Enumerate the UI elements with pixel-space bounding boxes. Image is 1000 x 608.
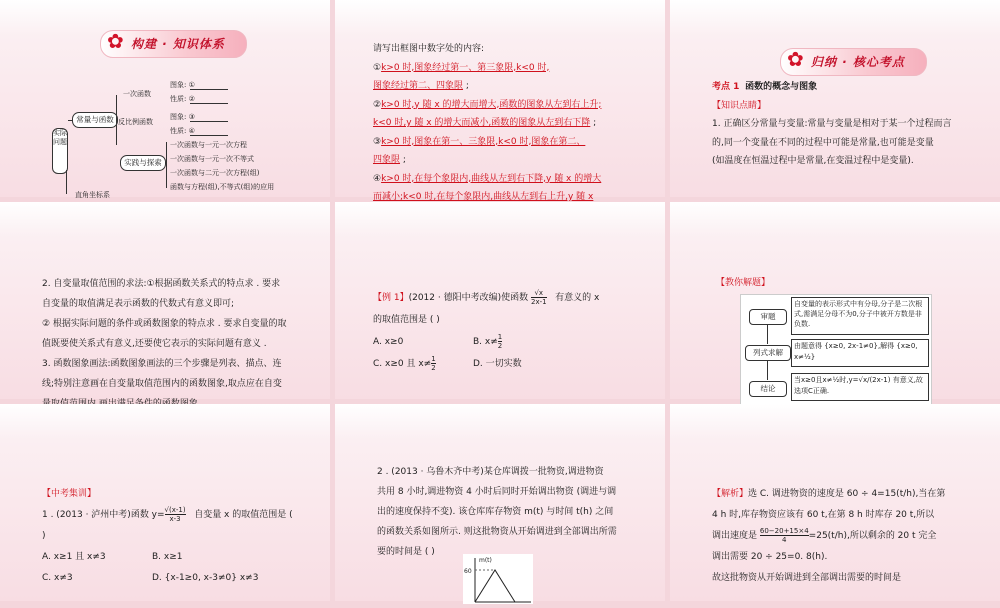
num: ④ <box>373 173 382 184</box>
l5: 要的时间是 ( ) <box>377 547 435 557</box>
root-label: 实际问题 <box>53 129 67 146</box>
underline <box>190 121 228 122</box>
flower-icon: ✿ <box>787 47 804 71</box>
arrow <box>767 360 768 380</box>
branch2-label: 实践与探索 <box>124 158 162 167</box>
option-b[interactable] <box>473 333 503 350</box>
num: ③ <box>373 136 382 147</box>
option-d[interactable]: D. {x-1≥0, x-3≠0} x≠3 <box>152 573 259 583</box>
frac-num: √x <box>531 289 547 298</box>
ex1: 一次函数与一元一次方程 <box>170 141 247 149</box>
l3: ② 根据实际问题的条件或函数图象的特点求 . 要求自变量的取 <box>42 319 287 329</box>
connector <box>66 170 67 194</box>
l1: 选 C. 调进物资的速度是 60 ÷ 4=15(t/h),当在第 <box>748 489 946 499</box>
option-b[interactable]: B. x≥1 <box>152 552 183 562</box>
l4: 值既要使关系式有意义,还要使它表示的实际问题有意义 . <box>42 339 267 349</box>
tag: 【教你解题】 <box>716 278 771 288</box>
fraction <box>760 527 809 544</box>
p1: 1. 正确区分常量与变量:常量与变量是相对于某一个过程而言 <box>712 119 952 129</box>
slide-example-1[interactable] <box>335 202 665 399</box>
slide-domain-methods[interactable] <box>0 202 330 399</box>
step-conclusion <box>749 381 787 397</box>
tag: 【例 1】 <box>373 293 409 303</box>
question: 1 . (2013 · 泸州中考)函数 y= <box>42 510 165 520</box>
frac-num: 1 <box>431 355 436 363</box>
frac-den: 4 <box>782 536 787 544</box>
arrow <box>767 324 768 344</box>
question-2: 的取值范围是 ( ) <box>373 315 440 325</box>
practice-text <box>42 484 327 589</box>
step-conclusion-desc: 当x≥0且x≠½时,y=√x/(2x-1) 有意义,故选项C正确. <box>791 373 929 401</box>
fraction <box>498 333 502 350</box>
question: (2012 · 德阳中考改编)使函数 <box>408 293 529 303</box>
option-a[interactable]: A. x≥0 <box>373 337 404 347</box>
intro: 请写出框图中数字处的内容: <box>373 44 485 54</box>
branch1-label: 常量与函数 <box>76 115 114 124</box>
option-d[interactable]: D. 一切实数 <box>473 359 522 369</box>
flower-icon: ✿ <box>107 29 124 53</box>
warehouse-text <box>377 462 662 562</box>
l1: 2 . (2013 · 乌鲁木齐中考)某仓库调拨一批物资,调进物资 <box>377 467 604 477</box>
ex2: 一次函数与一元一次不等式 <box>170 155 254 163</box>
blank-1: ① <box>188 81 195 89</box>
inventory-graph <box>463 554 533 604</box>
slide-solution[interactable] <box>670 404 1000 601</box>
answers-text: 请写出框图中数字处的内容: ①k>0 时,图象经过第一、第三象限,k<0 时, 图象经过第二、四象限 ; ②k>0 时,y 随 x 的增大而增大,函数的图象从左到右上升; k<0 时,y 随 x 的增大而减小,函数的图象从左到右下降 ; ③k>0 时,图象在第一、三象限,k<0 时,图象在第二、 四象限 ; ④k>0 时,在每个象限内,曲线从左到右下降,y 随 x 的增大 而减小;k<0 时,在每个象限内,曲线从左到右上升,y 随 x <box>373 40 663 225</box>
answer-2b: k<0 时,y 随 x 的增大而减小,函数的图象从左到右下降 <box>373 118 591 128</box>
l3b: =25(t/h),所以剩余的 20 t 完全 <box>808 531 937 541</box>
graph-svg <box>463 554 533 604</box>
answer-3: k>0 时,图象在第一、三象限,k<0 时,图象在第二、 <box>381 136 586 147</box>
heading-b: 函数的概念与图象 <box>745 82 818 92</box>
l6: 线;特别注意画在自变量取值范围内的函数图象,取点应在自变 <box>42 379 282 389</box>
frac-num: √(x-1) <box>164 506 186 514</box>
frac-den: x-3 <box>169 515 181 523</box>
step-solve <box>745 345 791 361</box>
blank-3: ③ <box>188 113 195 121</box>
underline <box>190 103 228 104</box>
prop-label: 性质: <box>170 127 187 135</box>
l1: 2. 自变量取值范围的求法:①根据函数关系式的特点求 . 要求 <box>42 279 281 289</box>
l2: 自变量的取值满足表示函数的代数式有意义即可; <box>42 299 235 309</box>
answer-4b: 而减小;k<0 时,在每个象限内,曲线从左到右上升,y 随 x <box>373 192 594 202</box>
underline <box>190 135 228 136</box>
frac-den: 2 <box>431 364 436 372</box>
step-label: 结论 <box>760 384 776 393</box>
frac-num: 1 <box>497 333 503 341</box>
slide1-banner <box>100 30 247 58</box>
fraction <box>431 355 435 372</box>
connector <box>116 95 117 145</box>
num: ① <box>373 62 382 73</box>
frac-den: 2 <box>497 342 503 350</box>
l5: 3. 函数图象画法:函数图象画法的三个步骤是列表、描点、连 <box>42 359 282 369</box>
answer-1: k>0 时,图象经过第一、第三象限,k<0 时, <box>381 62 550 73</box>
banner-title: 构建 · 知识体系 <box>131 37 225 51</box>
answer-1b: 图象经过第二、四象限 <box>373 81 464 91</box>
methods-text <box>42 274 327 414</box>
question-end: 有意义的 x <box>555 293 600 303</box>
img-label: 图象: <box>170 81 187 89</box>
prop-label: 性质: <box>170 95 187 103</box>
question-end: 自变量 x 的取值范围是 ( <box>194 510 293 520</box>
connector <box>166 142 167 188</box>
solution-text <box>712 484 997 589</box>
branch-constants-functions <box>72 112 118 128</box>
tag: 【知识点睛】 <box>712 100 767 111</box>
l2: 4 h 时,库存物资应该有 60 t,在第 8 h 时库存 20 t,所以 <box>712 510 935 520</box>
option-c[interactable]: C. x≠3 <box>42 573 73 583</box>
ex3: 一次函数与二元一次方程(组) <box>170 169 260 177</box>
slide-knowledge-map[interactable] <box>0 0 330 197</box>
l2: 共用 8 小时,调进物资 4 小时后同时开始调出物资 (调进与调 <box>377 487 617 497</box>
option-c[interactable] <box>373 353 473 375</box>
tag: 【中考集训】 <box>42 489 97 499</box>
func2-label: 反比例函数 <box>118 118 153 126</box>
func1-label: 一次函数 <box>123 90 151 98</box>
tick-60: 60 <box>464 568 472 575</box>
num: ② <box>373 99 382 110</box>
step-label: 审题 <box>760 312 776 321</box>
slide-warehouse-question[interactable] <box>335 404 665 601</box>
graph-line <box>475 570 515 602</box>
underline <box>190 89 228 90</box>
l4: 调出需要 20 ÷ 25=0. 8(h). <box>712 552 828 562</box>
answer-4: k>0 时,在每个象限内,曲线从左到右下降,y 随 x 的增大 <box>381 173 602 184</box>
frac-num: 60−20+15×4 <box>759 527 809 535</box>
question-close: ) <box>42 531 46 541</box>
y-axis-label: m(t) <box>479 557 492 564</box>
l4: 的函数关系如图所示. 则这批物资从开始调进到全部调出所需 <box>377 527 617 537</box>
slide-exam-practice[interactable] <box>0 404 330 601</box>
blank-4: ④ <box>188 127 195 135</box>
heading-a: 考点 1 <box>712 82 740 92</box>
answer-3b: 四象限 <box>373 155 401 165</box>
option-a[interactable]: A. x≥1 且 x≠3 <box>42 552 106 562</box>
l5: 故这批物资从开始调进到全部调出需要的时间是 <box>712 573 902 583</box>
flowchart <box>740 294 932 408</box>
option-b-text: B. x≠ <box>473 337 498 347</box>
branch-practice <box>120 155 166 171</box>
slide-core-points[interactable] <box>670 0 1000 197</box>
img-label: 图象: <box>170 113 187 121</box>
answer-2: k>0 时,y 随 x 的增大而增大,函数的图象从左到右上升; <box>381 99 602 110</box>
option-c-text: C. x≥0 且 x≠ <box>373 359 432 369</box>
fraction <box>165 506 186 523</box>
root-node <box>52 128 68 174</box>
ex4: 函数与方程(组),不等式(组)的应用 <box>170 183 275 191</box>
slide-solve-steps[interactable] <box>670 202 1000 399</box>
l3a: 调出速度是 <box>712 531 758 541</box>
slide-answers[interactable] <box>335 0 665 202</box>
p3: (如温度在恒温过程中是常量,在变温过程中是变量). <box>712 156 914 166</box>
tag: 【解析】 <box>712 489 749 499</box>
slide3-banner <box>780 48 927 76</box>
step-solve-desc: 由题意得 {x≥0, 2x-1≠0},解得 {x≥0, x≠½} <box>791 339 929 367</box>
step-review <box>749 309 787 325</box>
frac-den: 2x-1 <box>530 298 547 306</box>
fraction <box>531 289 547 306</box>
example-text <box>373 287 663 375</box>
blank-2: ② <box>188 95 195 103</box>
banner-title: 归纳 · 核心考点 <box>811 55 905 69</box>
l3: 出的速度保持不变). 该仓库库存物资 m(t) 与时间 t(h) 之间 <box>377 507 614 517</box>
core-text <box>712 78 997 171</box>
p2: 的,同一个变量在不同的过程中可能是常量,也可能是变量 <box>712 137 934 148</box>
step-review-desc: 自变量的表示形式中有分母,分子是二次根式,需满足分母不为0,分子中被开方数是非负数. <box>791 297 929 335</box>
branch3-label: 直角坐标系 <box>75 191 110 199</box>
step-label: 列式求解 <box>753 348 783 357</box>
